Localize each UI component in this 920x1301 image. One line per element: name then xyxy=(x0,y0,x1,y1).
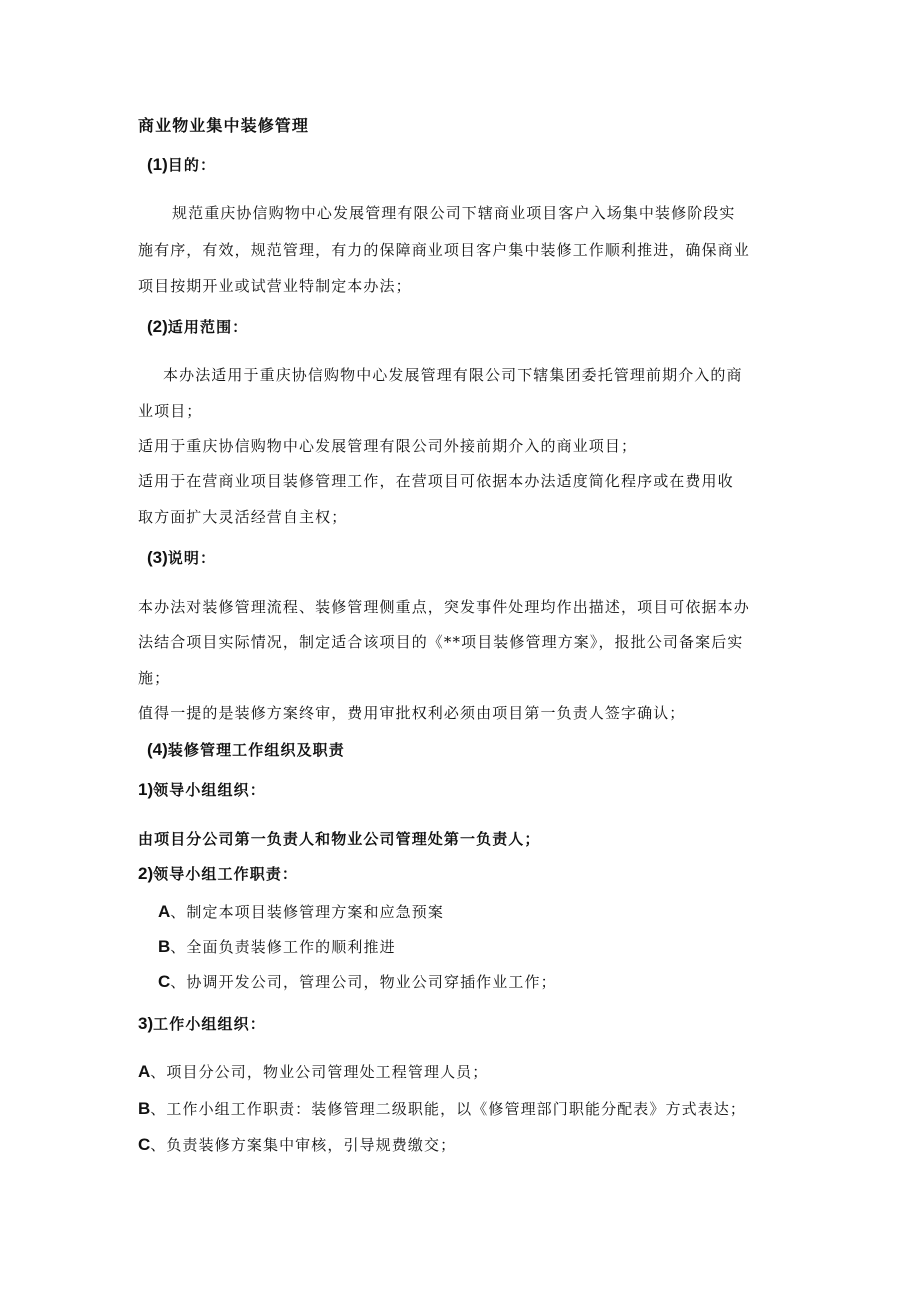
paragraph-line: 法结合项目实际情况，制定适合该项目的《**项目装修管理方案》，报批公司备案后实 xyxy=(138,633,744,651)
list-item xyxy=(138,1062,488,1082)
subsection-label: 工作小组组织： xyxy=(153,1015,266,1033)
list-item xyxy=(158,972,557,992)
list-text: 、制定本项目装修管理方案和应急预案 xyxy=(170,903,444,921)
section-number: (3) xyxy=(147,548,168,567)
list-letter: B xyxy=(138,1099,151,1118)
section-label: 目的： xyxy=(167,156,217,174)
list-text: 、全面负责装修工作的顺利推进 xyxy=(170,938,396,956)
list-letter: C xyxy=(138,1135,151,1154)
paragraph-line: 值得一提的是装修方案终审，费用审批权利必须由项目第一负责人签字确认； xyxy=(138,704,686,722)
list-item xyxy=(138,1099,746,1119)
list-item xyxy=(158,902,444,922)
subsection-label: 领导小组组织： xyxy=(153,781,266,799)
list-text: 、协调开发公司，管理公司，物业公司穿插作业工作； xyxy=(170,973,557,991)
section-3-heading xyxy=(147,548,216,568)
section-4-heading xyxy=(147,740,345,760)
list-text: 、工作小组工作职责：装修管理二级职能，以《修管理部门职能分配表》方式表达； xyxy=(150,1100,746,1118)
subsection-number: 3) xyxy=(138,1014,154,1033)
section-number: (4) xyxy=(147,740,168,759)
paragraph-line: 规范重庆协信购物中心发展管理有限公司下辖商业项目客户入场集中装修阶段实 xyxy=(172,204,736,222)
section-number: (2) xyxy=(147,317,168,336)
subsection-2-heading xyxy=(138,864,298,884)
paragraph-line: 施有序，有效，规范管理，有力的保障商业项目客户集中装修工作顺利推进，确保商业 xyxy=(138,241,750,259)
paragraph-line: 适用于在营商业项目装修管理工作，在营项目可依据本办法适度简化程序或在费用收 xyxy=(138,472,734,490)
list-letter: A xyxy=(138,1062,151,1081)
list-item xyxy=(138,1135,456,1155)
list-letter: A xyxy=(158,902,171,921)
list-letter: B xyxy=(158,937,171,956)
section-number: (1) xyxy=(147,155,168,174)
list-text: 、项目分公司，物业公司管理处工程管理人员； xyxy=(150,1063,489,1081)
subsection-label: 领导小组工作职责： xyxy=(153,865,299,883)
subsection-3-heading xyxy=(138,1014,266,1034)
subsection-1-text: 由项目分公司第一负责人和物业公司管理处第一负责人； xyxy=(138,830,541,848)
paragraph-line: 施； xyxy=(138,669,171,687)
section-label: 装修管理工作组织及职责 xyxy=(167,741,345,759)
document-title: 商业物业集中装修管理 xyxy=(138,116,310,135)
subsection-number: 1) xyxy=(138,780,154,799)
subsection-1-heading xyxy=(138,780,266,800)
paragraph-line: 取方面扩大灵活经营自主权； xyxy=(138,508,348,526)
section-2-heading xyxy=(147,317,248,337)
list-item xyxy=(158,937,396,957)
paragraph-line: 本办法适用于重庆协信购物中心发展管理有限公司下辖集团委托管理前期介入的商 xyxy=(163,366,743,384)
section-1-heading xyxy=(147,155,216,175)
paragraph-line: 项目按期开业或试营业特制定本办法； xyxy=(138,277,412,295)
paragraph-line: 适用于重庆协信购物中心发展管理有限公司外接前期介入的商业项目； xyxy=(138,437,638,455)
subsection-number: 2) xyxy=(138,864,154,883)
section-label: 说明： xyxy=(167,549,217,567)
list-text: 、负责装修方案集中审核，引导规费缴交； xyxy=(150,1136,457,1154)
list-letter: C xyxy=(158,972,171,991)
paragraph-line: 本办法对装修管理流程、装修管理侧重点，突发事件处理均作出描述，项目可依据本办 xyxy=(138,598,750,616)
paragraph-line: 业项目； xyxy=(138,402,203,420)
section-label: 适用范围： xyxy=(167,318,249,336)
